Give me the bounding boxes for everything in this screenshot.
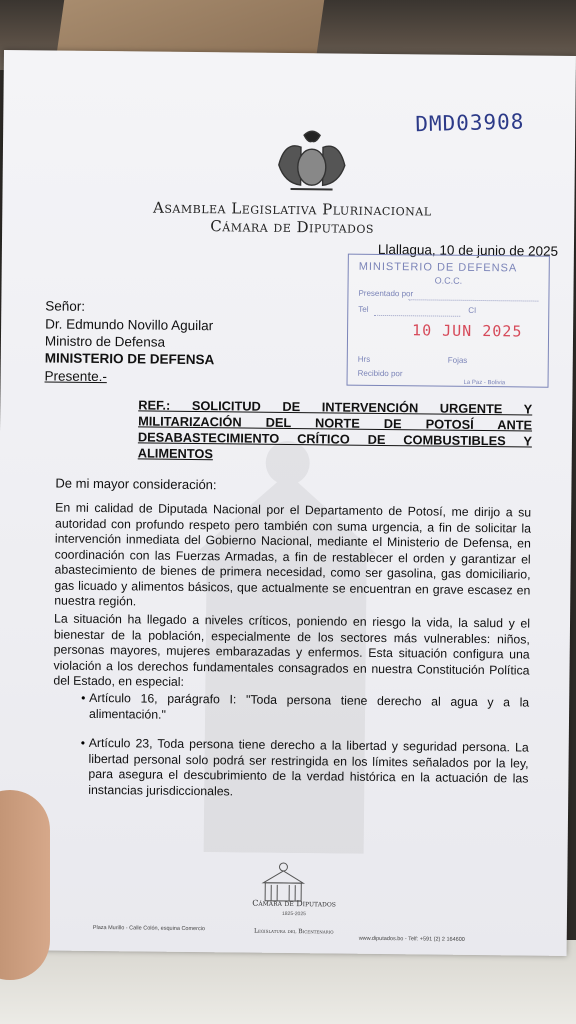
- letter-date: Llallagua, 10 de junio de 2025: [377, 241, 559, 259]
- bullet-item-1: Artículo 16, parágrafo I: "Toda persona tiene derecho al agua y a la alimentación.": [88, 690, 530, 722]
- footer-years: 1825-2025: [281, 910, 306, 918]
- recipient-greeting: Señor:: [45, 298, 86, 314]
- salutation: De mi mayor consideración:: [55, 475, 217, 493]
- body-paragraph-1: En mi calidad de Diputada Nacional por el Departamento de Potosí, me dirijo a su autoridad con profundo respeto pero también con suma urgencia, a fin de solicitar la intervención inmediata del Gobierno Nacional, mediante el Ministerio de Defensa, en coordinación con las Fuerzas Armadas, a fin de restablecer el orden y garantizar el abastecimiento de bienes de primera necesidad, como ser gasolina, gas domiciliario, gas licuado y alimentos básicos, que actualmente se encuentran en grave escasez en nuestra región.: [54, 500, 532, 609]
- recipient-name: Dr. Edmundo Novillo Aguilar: [45, 316, 214, 334]
- stamp-line: [374, 315, 460, 317]
- body-paragraph-2: La situación ha llegado a niveles críticos, poniendo en riesgo la vida, la salud y el bienestar de la población, especialmente de los sectores más vulnerables: niños, personas mayores, mujeres embarazadas y enfermos. Esta situación configura una violación a los derechos fundamentales consagrados en nuestra Constitución Política del Estado, en especial:: [53, 611, 531, 689]
- coat-of-arms-icon: [270, 127, 353, 198]
- reception-stamp: [347, 254, 550, 388]
- recipient-title: Ministro de Defensa: [44, 333, 166, 350]
- recipient-presente: Presente.-: [44, 368, 107, 385]
- stamp-fojas-label: Fojas: [447, 355, 468, 365]
- reference-line: REF.: SOLICITUD DE INTERVENCIÓN URGENTE Y MILITARIZACIÓN DEL NORTE DE POTOSÍ ANTE DESABASTECIMIENTO CRÍTICO DE COMBUSTIBLES Y ALIMENTOS: [137, 397, 533, 462]
- stamp-date: 10 JUN 2025: [411, 321, 523, 341]
- bullet-marker: •: [81, 690, 86, 705]
- footer-address: Plaza Murillo - Calle Colón, esquina Comercio: [92, 924, 206, 933]
- recipient-entity: MINISTERIO DE DEFENSA: [44, 350, 215, 368]
- stamp-tel-label: Tel: [358, 304, 369, 314]
- bullet-item-2: Artículo 23, Toda persona tiene derecho a la libertad y seguridad persona. La libertad personal solo podrá ser restringida en los límites señalados por la ley, para asegura el descubrimiento de la verdad histórica en la actuación de las instancias jurisdiccionales.: [88, 735, 529, 798]
- handwritten-code: DMD03908: [414, 109, 525, 137]
- stamp-line: [408, 299, 538, 301]
- stamp-received-label: Recibido por: [357, 368, 403, 379]
- stamp-title: MINISTERIO DE DEFENSA: [358, 260, 518, 275]
- footer-legislature: Legislatura del Bicentenario: [253, 927, 334, 936]
- stamp-presented-label: Presentado por: [358, 288, 414, 299]
- institution-line-2: Cámara de Diputados: [210, 217, 375, 237]
- institution-line-1: Asamblea Legislativa Plurinacional: [152, 198, 432, 220]
- stamp-office: O.C.C.: [434, 275, 463, 286]
- stamp-hrs-label: Hrs: [357, 354, 371, 364]
- holding-hand: [0, 790, 50, 980]
- letter-page: [0, 50, 576, 956]
- bullet-marker: •: [80, 735, 86, 750]
- footer-chamber-name: Cámara de Diputados: [252, 898, 336, 909]
- stamp-note: La Paz - Bolivia: [463, 379, 506, 387]
- stamp-ci-label: CI: [468, 305, 477, 315]
- footer-contact: www.diputados.bo - Telf: +591 (2) 2 164600: [358, 935, 465, 943]
